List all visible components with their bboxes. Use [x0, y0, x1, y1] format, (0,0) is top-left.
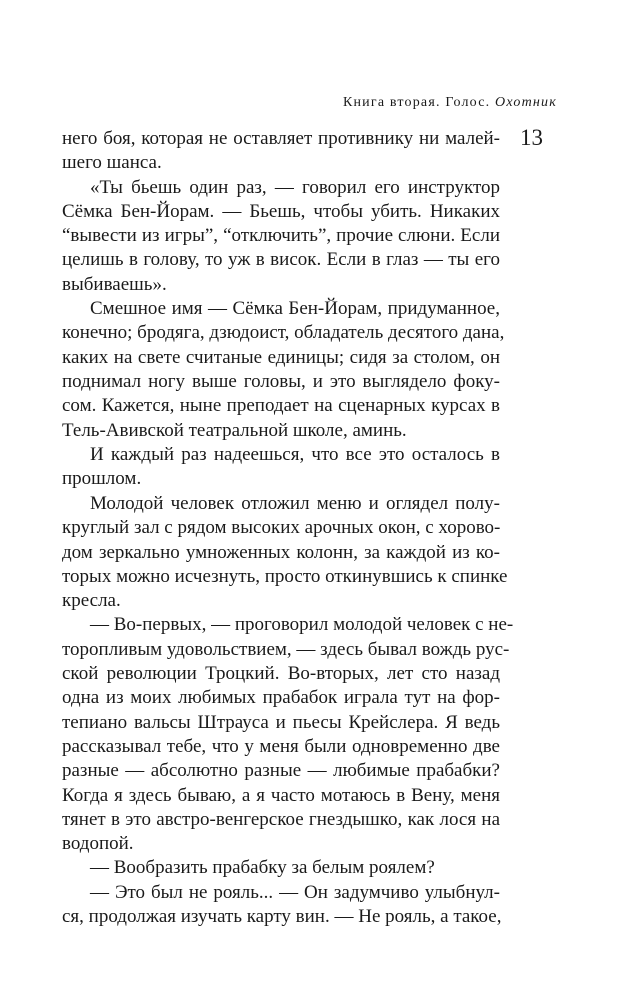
text-line: него боя, которая не оставляет противнику ни малей-: [62, 128, 500, 149]
text-line: Молодой человек отложил меню и оглядел полу-: [90, 493, 500, 514]
text-line: Смешное имя — Сёмка Бен-Йорам, придуманное,: [90, 298, 500, 320]
text-line: Тель-Авивской театральной школе, аминь.: [62, 419, 407, 441]
text-line: кресла.: [62, 590, 121, 612]
text-line: тепиано вальсы Штрауса и пьесы Крейслера. Я ведь: [62, 711, 500, 733]
text-line: Сёмка Бен-Йорам. — Бьешь, чтобы убить. Никаких: [62, 200, 500, 222]
text-line: сом. Кажется, ныне преподает на сценарных курсах в: [62, 395, 500, 417]
text-line: одна из моих любимых прабабок играла тут на фор-: [62, 687, 500, 709]
running-head: [343, 95, 557, 111]
text-line: разные — абсолютно разные — любимые прабабки?: [62, 760, 500, 782]
text-line: каких на свете считаные единицы; сидя за столом, он: [62, 346, 500, 368]
text-line: круглый зал с рядом высоких арочных окон, с хорово-: [62, 517, 501, 539]
text-line: «Ты бьешь один раз, — говорил его инструктор: [90, 176, 500, 198]
running-head-title: Книга вторая. Голос.: [342, 95, 491, 110]
text-line: “вывести из игры”, “отключить”, прочие слюни. Если: [62, 225, 500, 247]
text-line: ской революции Троцкий. Во-вторых, лет сто назад: [62, 663, 500, 685]
text-line: — Вообразить прабабку за белым роялем?: [90, 857, 435, 879]
text-line: И каждый раз надеешься, что все это осталось в: [90, 443, 500, 465]
text-line: рассказывал тебе, что у меня были одновременно две: [62, 735, 500, 757]
text-line: — Это был не рояль... — Он задумчиво улыбнул-: [90, 881, 500, 903]
text-line: прошлом.: [62, 468, 142, 490]
text-line: конечно; бродяга, дзюдоист, обладатель десятого дана,: [62, 322, 505, 344]
text-line: — Во-первых, — проговорил молодой человек с не-: [90, 614, 514, 636]
text-line: дом зеркально умноженных колонн, за каждой из ко-: [62, 541, 500, 563]
text-line: целишь в голову, то уж в висок. Если в глаз — ты его: [62, 249, 500, 271]
running-head-title-italic: Охотник: [495, 95, 557, 110]
text-line: выбиваешь».: [62, 273, 167, 295]
page-number: 13: [520, 125, 543, 150]
text-line: водопой.: [62, 833, 134, 855]
text-line: торых можно исчезнуть, просто откинувшись к спинке: [62, 565, 508, 587]
text-block-2: [62, 492, 514, 929]
text-line: торопливым удовольствием, — здесь бывал вождь рус-: [62, 638, 510, 660]
text-line: тянет в это австро-венгерское гнездышко, как лося на: [62, 808, 500, 830]
text-block-1: [62, 127, 505, 491]
text-line: шего шанса.: [62, 152, 162, 174]
text-line: Когда я здесь бываю, а я часто мотаюсь в Вену, меня: [62, 784, 500, 806]
text-line: ся, продолжая изучать карту вин. — Не рояль, а такое,: [62, 906, 502, 928]
text-line: поднимал ногу выше головы, и это выглядело фоку-: [62, 370, 500, 392]
